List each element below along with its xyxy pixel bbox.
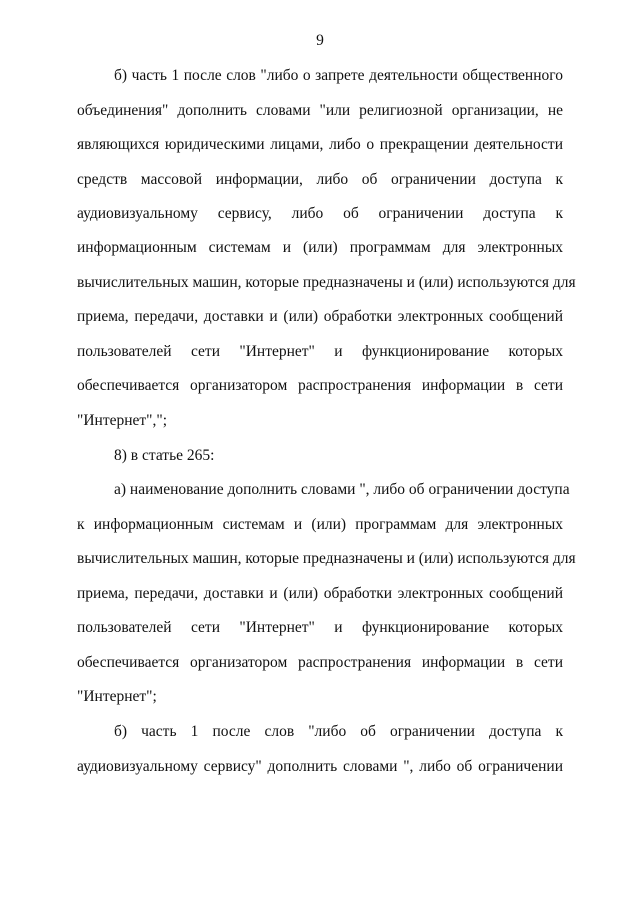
text-line: вычислительных машин, которые предназначены и (или) используются для xyxy=(77,274,576,291)
text-line: аудиовизуальному сервису" дополнить словами ", либо об ограничении xyxy=(77,758,563,775)
text-line: б) часть 1 после слов "либо об ограничении доступа к xyxy=(114,723,563,740)
text-line: приема, передачи, доставки и (или) обработки электронных сообщений xyxy=(77,308,563,325)
text-line: аудиовизуальному сервису, либо об ограничении доступа к xyxy=(77,205,563,222)
text-line: вычислительных машин, которые предназначены и (или) используются для xyxy=(77,550,576,567)
text-line: обеспечивается организатором распространения информации в сети xyxy=(77,377,563,394)
text-line: приема, передачи, доставки и (или) обработки электронных сообщений xyxy=(77,585,563,602)
page-number: 9 xyxy=(316,32,324,49)
text-line: средств массовой информации, либо об ограничении доступа к xyxy=(77,171,563,188)
text-line: являющихся юридическими лицами, либо о прекращении деятельности xyxy=(77,136,563,153)
text-line: "Интернет"; xyxy=(77,688,157,705)
text-line: обеспечивается организатором распространения информации в сети xyxy=(77,654,563,671)
text-line: к информационным системам и (или) программам для электронных xyxy=(77,516,563,533)
text-line: пользователей сети "Интернет" и функционирование которых xyxy=(77,619,563,636)
text-line: объединения" дополнить словами "или религиозной организации, не xyxy=(77,102,563,119)
text-line: пользователей сети "Интернет" и функционирование которых xyxy=(77,343,563,360)
text-line: информационным системам и (или) программам для электронных xyxy=(77,239,563,256)
section-heading: 8) в статье 265: xyxy=(114,447,215,464)
text-line: б) часть 1 после слов "либо о запрете деятельности общественного xyxy=(114,67,563,84)
text-line: а) наименование дополнить словами ", либо об ограничении доступа xyxy=(114,481,570,498)
text-line: "Интернет","; xyxy=(77,412,168,429)
